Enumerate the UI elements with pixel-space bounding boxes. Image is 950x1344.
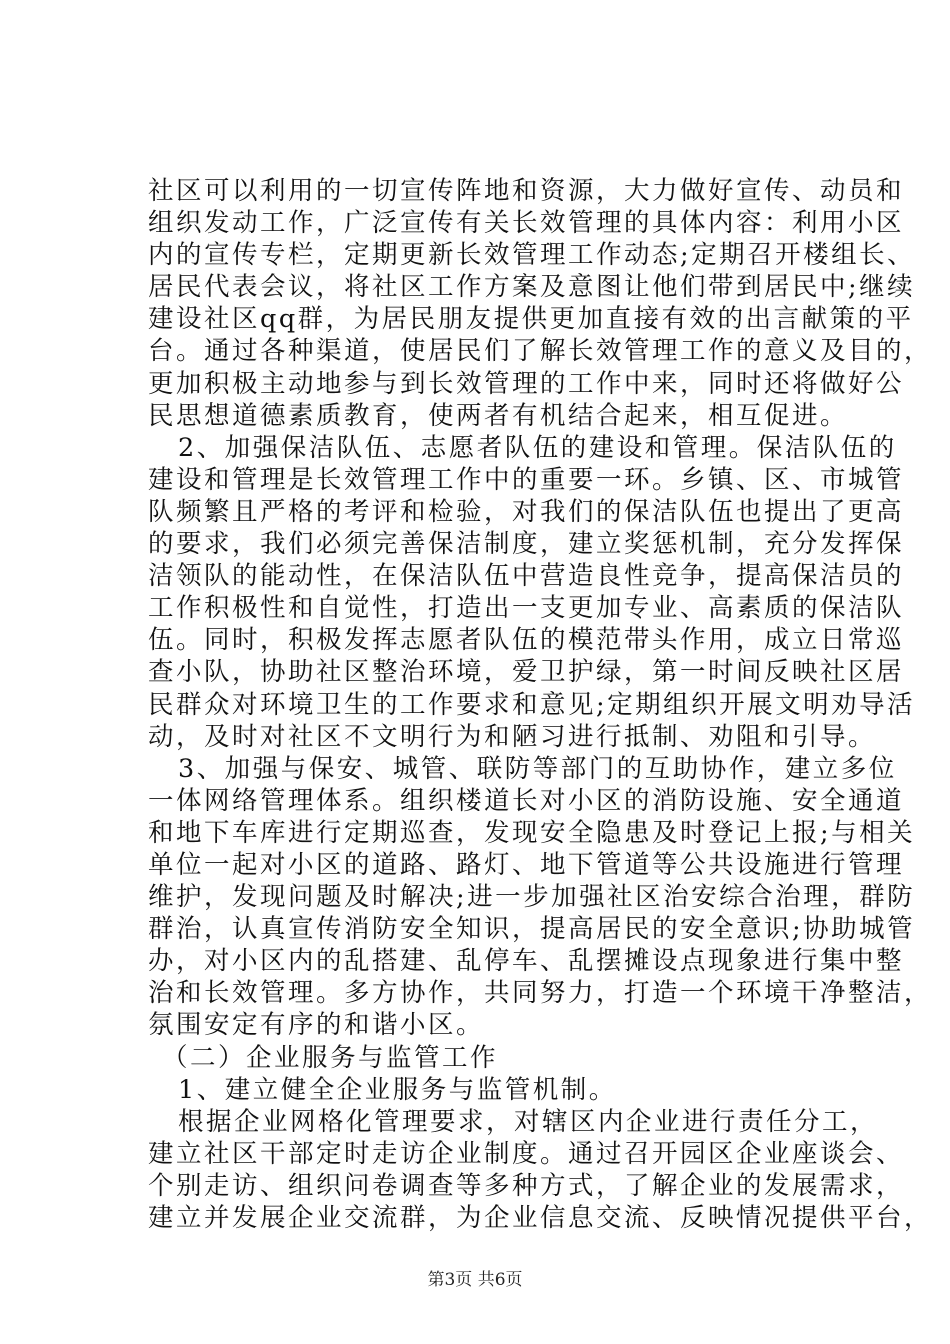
body-text-line: 个别走访、组织问卷调查等多种方式，了解企业的发展需求， bbox=[148, 1171, 905, 1201]
page-number-footer: 第3页 共6页 bbox=[427, 1270, 523, 1290]
paragraph-start-line: 根据企业网格化管理要求，对辖区内企业进行责任分工， bbox=[178, 1107, 879, 1137]
body-text-line: 查小队，协助社区整治环境，爱卫护绿，第一时间反映社区居 bbox=[148, 657, 905, 687]
body-text-line: 维护，发现问题及时解决;进一步加强社区治安综合治理，群防 bbox=[148, 882, 916, 912]
body-text-line: 治和长效管理。多方协作，共同努力，打造一个环境干净整洁， bbox=[148, 978, 933, 1008]
body-text-line: 洁领队的能动性，在保洁队伍中营造良性竞争，提高保洁员的 bbox=[148, 561, 905, 591]
body-text-line: 建立社区干部定时走访企业制度。通过召开园区企业座谈会、 bbox=[148, 1139, 905, 1169]
body-text-line: 的要求，我们必须完善保洁制度，建立奖惩机制，充分发挥保 bbox=[148, 529, 905, 559]
body-text-line: 群治，认真宣传消防安全知识，提高居民的安全意识;协助城管 bbox=[148, 914, 916, 944]
body-text-line: 办，对小区内的乱搭建、乱停车、乱摆摊设点现象进行集中整 bbox=[148, 946, 905, 976]
body-text-line: 组织发动工作，广泛宣传有关长效管理的具体内容：利用小区 bbox=[148, 208, 905, 238]
body-text-line: 工作积极性和自觉性，打造出一支更加专业、高素质的保洁队 bbox=[148, 593, 905, 623]
body-text-line: 更加积极主动地参与到长效管理的工作中来，同时还将做好公 bbox=[148, 369, 905, 399]
section-heading: （二）企业服务与监管工作 bbox=[162, 1043, 499, 1073]
body-text-line: 社区可以利用的一切宣传阵地和资源，大力做好宣传、动员和 bbox=[148, 176, 905, 206]
body-text-line: 建设和管理是长效管理工作中的重要一环。乡镇、区、市城管 bbox=[148, 465, 905, 495]
body-text-line: 伍。同时，积极发挥志愿者队伍的模范带头作用，成立日常巡 bbox=[148, 625, 905, 655]
body-text-line: 动，及时对社区不文明行为和陋习进行抵制、劝阻和引导。 bbox=[148, 722, 877, 752]
body-text-line: 一体网络管理体系。组织楼道长对小区的消防设施、安全通道 bbox=[148, 786, 905, 816]
body-text-line: 民群众对环境卫生的工作要求和意见;定期组织开展文明劝导活 bbox=[148, 690, 916, 720]
body-text-line: 内的宣传专栏，定期更新长效管理工作动态;定期召开楼组长、 bbox=[148, 240, 916, 270]
subsection-heading: 1、建立健全企业服务与监管机制。 bbox=[178, 1075, 617, 1105]
paragraph-start-line: 3、加强与保安、城管、联防等部门的互助协作，建立多位 bbox=[178, 754, 897, 784]
body-text-line: 氛围安定有序的和谐小区。 bbox=[148, 1010, 485, 1040]
body-text-line: 和地下车库进行定期巡查，发现安全隐患及时登记上报;与相关 bbox=[148, 818, 916, 848]
paragraph-start-line: 2、加强保洁队伍、志愿者队伍的建设和管理。保洁队伍的 bbox=[178, 433, 897, 463]
body-text-line: 台。通过各种渠道，使居民们了解长效管理工作的意义及目的， bbox=[148, 336, 933, 366]
body-text-line: 民思想道德素质教育，使两者有机结合起来，相互促进。 bbox=[148, 401, 849, 431]
body-text-line: 单位一起对小区的道路、路灯、地下管道等公共设施进行管理 bbox=[148, 850, 905, 880]
body-text-line: 居民代表会议，将社区工作方案及意图让他们带到居民中;继续 bbox=[148, 272, 916, 302]
body-text-line: 建立并发展企业交流群，为企业信息交流、反映情况提供平台， bbox=[148, 1203, 933, 1233]
body-text-line: 队频繁且严格的考评和检验，对我们的保洁队伍也提出了更高 bbox=[148, 497, 905, 527]
body-text-line: 建设社区qq群，为居民朋友提供更加直接有效的出言献策的平 bbox=[148, 304, 914, 334]
